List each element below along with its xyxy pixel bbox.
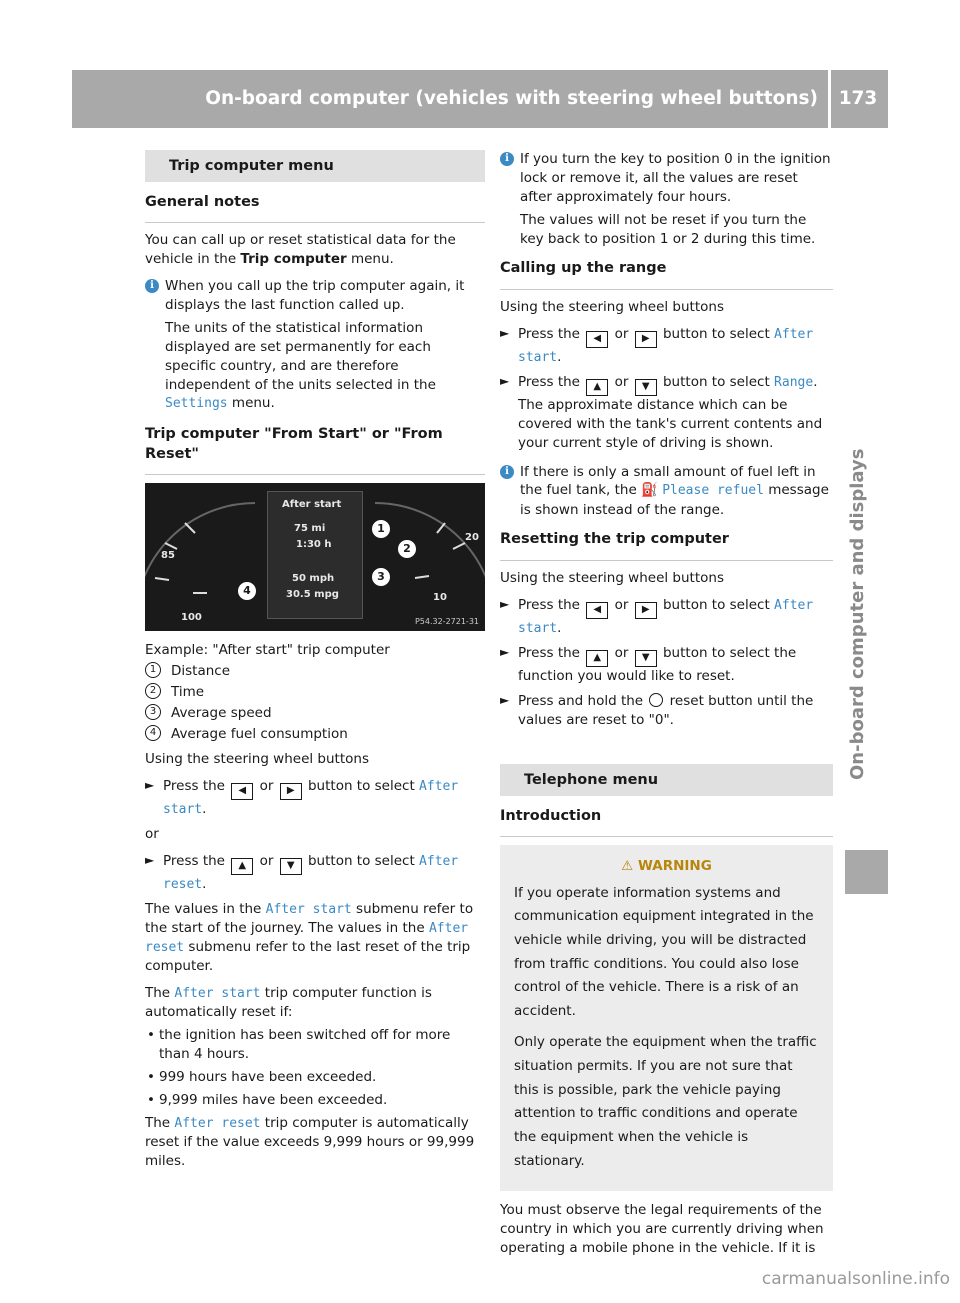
- page-number: 173: [838, 88, 878, 109]
- list-item: • 999 hours have been exceeded.: [147, 1069, 377, 1086]
- info-note-trip-computer: i When you call up the trip computer again, it displays the last function called up. The units of the statistical information displayed are set permanently for each specific country, and are therefore independent of the units selected in the Settings menu.: [145, 277, 485, 414]
- step-arrow-icon: ►: [500, 373, 510, 388]
- section-title-telephone-menu: Telephone menu: [500, 764, 833, 796]
- heading-general-notes: General notes: [145, 192, 485, 223]
- callout-1: 1: [371, 519, 391, 539]
- down-arrow-key-icon: ▼: [280, 858, 302, 875]
- right-arrow-key-icon: ▶: [280, 783, 302, 800]
- gauge-label-100: 100: [181, 612, 202, 624]
- step-arrow-icon: ►: [500, 692, 510, 707]
- step-range-select-range: ► Press the ▲ or ▼ button to select Range. The approximate distance which can be covered with the tank's current contents and your current style of driving is shown.: [500, 373, 823, 451]
- figure-caption: Example: "After start" trip computer: [145, 642, 390, 659]
- legend-item: 4 Average fuel consumption: [145, 725, 485, 744]
- left-arrow-key-icon: ◀: [586, 602, 608, 619]
- submenu-description: The values in the After start submenu refer to the start of the journey. The values in the After reset submenu refer to the last reset of the trip computer.: [145, 900, 474, 975]
- down-arrow-key-icon: ▼: [635, 379, 657, 396]
- warning-box: ⚠ WARNING If you operate information systems and communication equipment integrated in the vehicle while driving, you will be distracted from traffic conditions. You could also lose control of the vehicle. There is a risk of an accident. Only operate the equipment when the traffic situation permits. If you are not sure that this is possible, park the vehicle paying attention to traffic conditions and operate the equipment when the vehicle is stationary.: [500, 845, 833, 1191]
- using-buttons-text: Using the steering wheel buttons: [500, 298, 724, 315]
- left-column: [145, 150, 485, 1179]
- up-arrow-key-icon: ▲: [231, 858, 253, 875]
- info-note-refuel: i If there is only a small amount of fuel left in the fuel tank, the ⛽ Please refuel message is shown instead of the range.: [500, 463, 833, 520]
- using-buttons-text: Using the steering wheel buttons: [145, 750, 369, 767]
- figure-code: P54.32-2721-31: [414, 617, 479, 627]
- section-marker-square: [845, 850, 888, 894]
- heading-introduction: Introduction: [500, 806, 833, 837]
- list-item: • the ignition has been switched off for more than 4 hours.: [147, 1027, 451, 1063]
- display-time: 1:30 h: [296, 539, 332, 551]
- callout-3: 3: [371, 567, 391, 587]
- step-arrow-icon: ►: [500, 644, 510, 659]
- section-title-trip-computer-menu: Trip computer menu: [145, 150, 485, 182]
- gauge-label-20: 20: [465, 532, 479, 544]
- legal-requirements-text: You must observe the legal requirements of the country in which you are currently driving when operating a mobile phone in the vehicle. If it is: [500, 1202, 824, 1256]
- legend-item: 1 Distance: [145, 662, 485, 681]
- multifunction-display: [267, 491, 363, 619]
- legend-item: 3 Average speed: [145, 704, 485, 723]
- heading-trip-from-start-reset: Trip computer "From Start" or "From Reset": [145, 424, 485, 476]
- right-arrow-key-icon: ▶: [635, 331, 657, 348]
- list-item: • 9,999 miles have been exceeded.: [147, 1092, 388, 1109]
- or-text: or: [145, 825, 159, 842]
- info-icon: i: [500, 465, 514, 479]
- up-arrow-key-icon: ▲: [586, 650, 608, 667]
- callout-4: 4: [237, 581, 257, 601]
- up-arrow-key-icon: ▲: [586, 379, 608, 396]
- step-reset-select-after-start: ► Press the ◀ or ▶ button to select After start.: [500, 596, 814, 636]
- right-arrow-key-icon: ▶: [635, 602, 657, 619]
- header-separator: [828, 70, 831, 128]
- down-arrow-key-icon: ▼: [635, 650, 657, 667]
- trip-computer-figure: [145, 483, 485, 631]
- heading-calling-up-range: Calling up the range: [500, 258, 833, 289]
- step-press-hold-reset: ► Press and hold the reset button until the values are reset to "0".: [500, 692, 814, 728]
- step-select-after-start: ► Press the ◀ or ▶ button to select After start.: [145, 777, 459, 817]
- step-arrow-icon: ►: [145, 777, 155, 792]
- step-reset-select-function: ► Press the ▲ or ▼ button to select the function you would like to reset.: [500, 644, 797, 684]
- using-buttons-text: Using the steering wheel buttons: [500, 569, 724, 586]
- info-icon: i: [500, 152, 514, 166]
- fuel-pump-icon: ⛽: [641, 482, 658, 499]
- step-arrow-icon: ►: [500, 325, 510, 340]
- step-arrow-icon: ►: [500, 596, 510, 611]
- warning-triangle-icon: ⚠: [621, 857, 634, 874]
- callout-2: 2: [397, 539, 417, 559]
- display-avg-speed: 50 mph: [292, 573, 335, 585]
- left-arrow-key-icon: ◀: [586, 331, 608, 348]
- warning-title: ⚠ WARNING: [621, 857, 712, 874]
- after-reset-auto-text: The After reset trip computer is automatically reset if the value exceeds 9,999 hours or 99,999 miles.: [145, 1114, 475, 1169]
- heading-resetting-trip-computer: Resetting the trip computer: [500, 529, 833, 560]
- section-side-tab: On-board computer and displays: [847, 448, 868, 780]
- step-arrow-icon: ►: [145, 852, 155, 867]
- gauge-label-85: 85: [161, 550, 175, 562]
- step-range-select-after-start: ► Press the ◀ or ▶ button to select After start.: [500, 325, 814, 365]
- display-avg-consumption: 30.5 mpg: [286, 589, 339, 601]
- display-distance: 75 mi: [294, 523, 326, 535]
- figure-legend: [145, 662, 485, 744]
- legend-item: 2 Time: [145, 683, 485, 702]
- left-arrow-key-icon: ◀: [231, 783, 253, 800]
- page-header-title: On-board computer (vehicles with steering wheel buttons): [205, 88, 818, 109]
- gauge-label-10: 10: [433, 592, 447, 604]
- watermark: carmanualsonline.info: [761, 1269, 950, 1289]
- step-select-after-reset: ► Press the ▲ or ▼ button to select After reset.: [145, 852, 459, 892]
- info-icon: i: [145, 279, 159, 293]
- auto-reset-intro: The After start trip computer function is automatically reset if:: [145, 985, 432, 1021]
- reset-button-icon: [649, 693, 663, 707]
- right-column: [500, 150, 833, 1266]
- general-notes-text: You can call up or reset statistical data for the vehicle in the Trip computer menu.: [145, 232, 456, 268]
- display-title: After start: [282, 499, 342, 511]
- info-note-ignition: i If you turn the key to position 0 in the ignition lock or remove it, all the values are reset after approximately four hours. The values will not be reset if you turn the key back to position 1 or 2 during this time.: [500, 150, 833, 248]
